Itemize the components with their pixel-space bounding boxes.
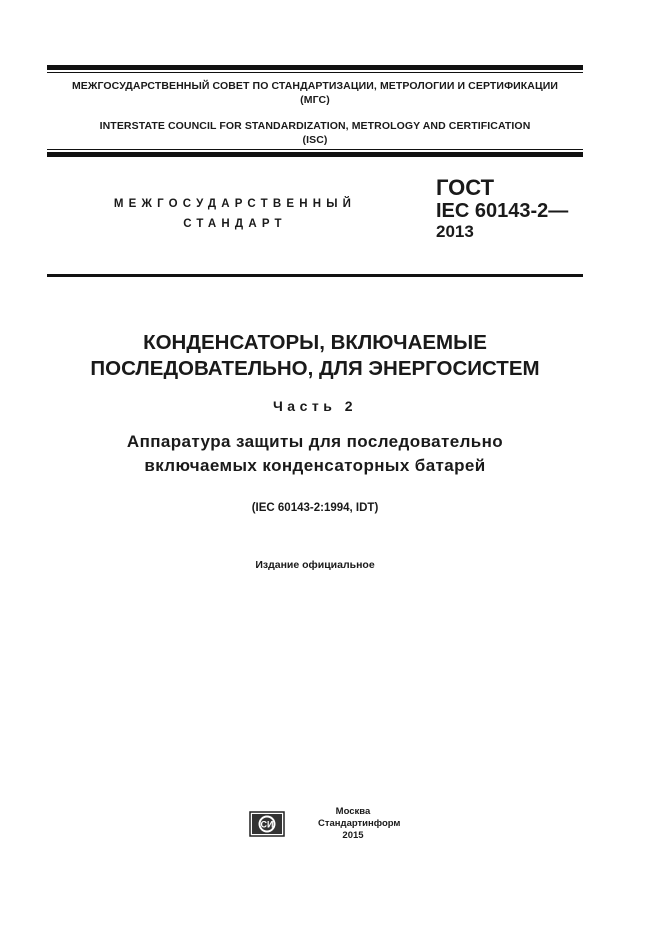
edition-label: Издание официальное bbox=[255, 559, 375, 571]
council-ru bbox=[47, 79, 583, 107]
document-subtitle bbox=[30, 430, 600, 478]
designation-prefix: ГОСТ bbox=[436, 175, 495, 200]
standard-type-line2: СТАНДАРТ bbox=[183, 218, 287, 230]
title-line1: КОНДЕНСАТОРЫ, ВКЛЮЧАЕМЫЕ bbox=[143, 331, 487, 354]
subtitle-line2: включаемых конденсаторных батарей bbox=[144, 456, 486, 475]
svg-text:СИ: СИ bbox=[260, 819, 274, 830]
subtitle-line1: Аппаратура защиты для последовательно bbox=[126, 432, 504, 451]
publisher-year: 2015 bbox=[342, 830, 364, 841]
council-en bbox=[47, 119, 583, 147]
part-label: Часть 2 bbox=[272, 398, 358, 414]
standartinform-logo-icon bbox=[249, 811, 285, 837]
publisher-name: Стандартинформ bbox=[318, 818, 401, 829]
title-line2: ПОСЛЕДОВАТЕЛЬНО, ДЛЯ ЭНЕРГОСИСТЕМ bbox=[90, 357, 540, 380]
designation-year: 2013 bbox=[436, 222, 474, 241]
document-title bbox=[30, 330, 600, 382]
publisher-info bbox=[318, 806, 401, 842]
designation-rule bbox=[47, 274, 583, 277]
standard-type bbox=[80, 194, 390, 234]
council-ru-abbr: (МГС) bbox=[300, 94, 330, 106]
top-rule-thick bbox=[47, 65, 583, 70]
top-rule-thin bbox=[47, 72, 583, 73]
header-rule-bottom-thin bbox=[47, 149, 583, 150]
designation-number: IEC 60143-2— bbox=[436, 200, 569, 222]
council-ru-line: МЕЖГОСУДАРСТВЕННЫЙ СОВЕТ ПО СТАНДАРТИЗАЦИИ, МЕТРОЛОГИИ И СЕРТИФИКАЦИИ bbox=[71, 80, 559, 92]
publisher-city: Москва bbox=[335, 806, 371, 817]
header-rule-bottom-thick bbox=[47, 152, 583, 157]
council-en-line: INTERSTATE COUNCIL FOR STANDARDIZATION, METROLOGY AND CERTIFICATION bbox=[99, 120, 531, 132]
standard-type-line1: МЕЖГОСУДАРСТВЕННЫЙ bbox=[113, 198, 357, 210]
council-en-abbr: (ISC) bbox=[302, 134, 328, 146]
iec-reference: (IEC 60143-2:1994, IDT) bbox=[251, 502, 379, 514]
designation bbox=[436, 176, 568, 242]
